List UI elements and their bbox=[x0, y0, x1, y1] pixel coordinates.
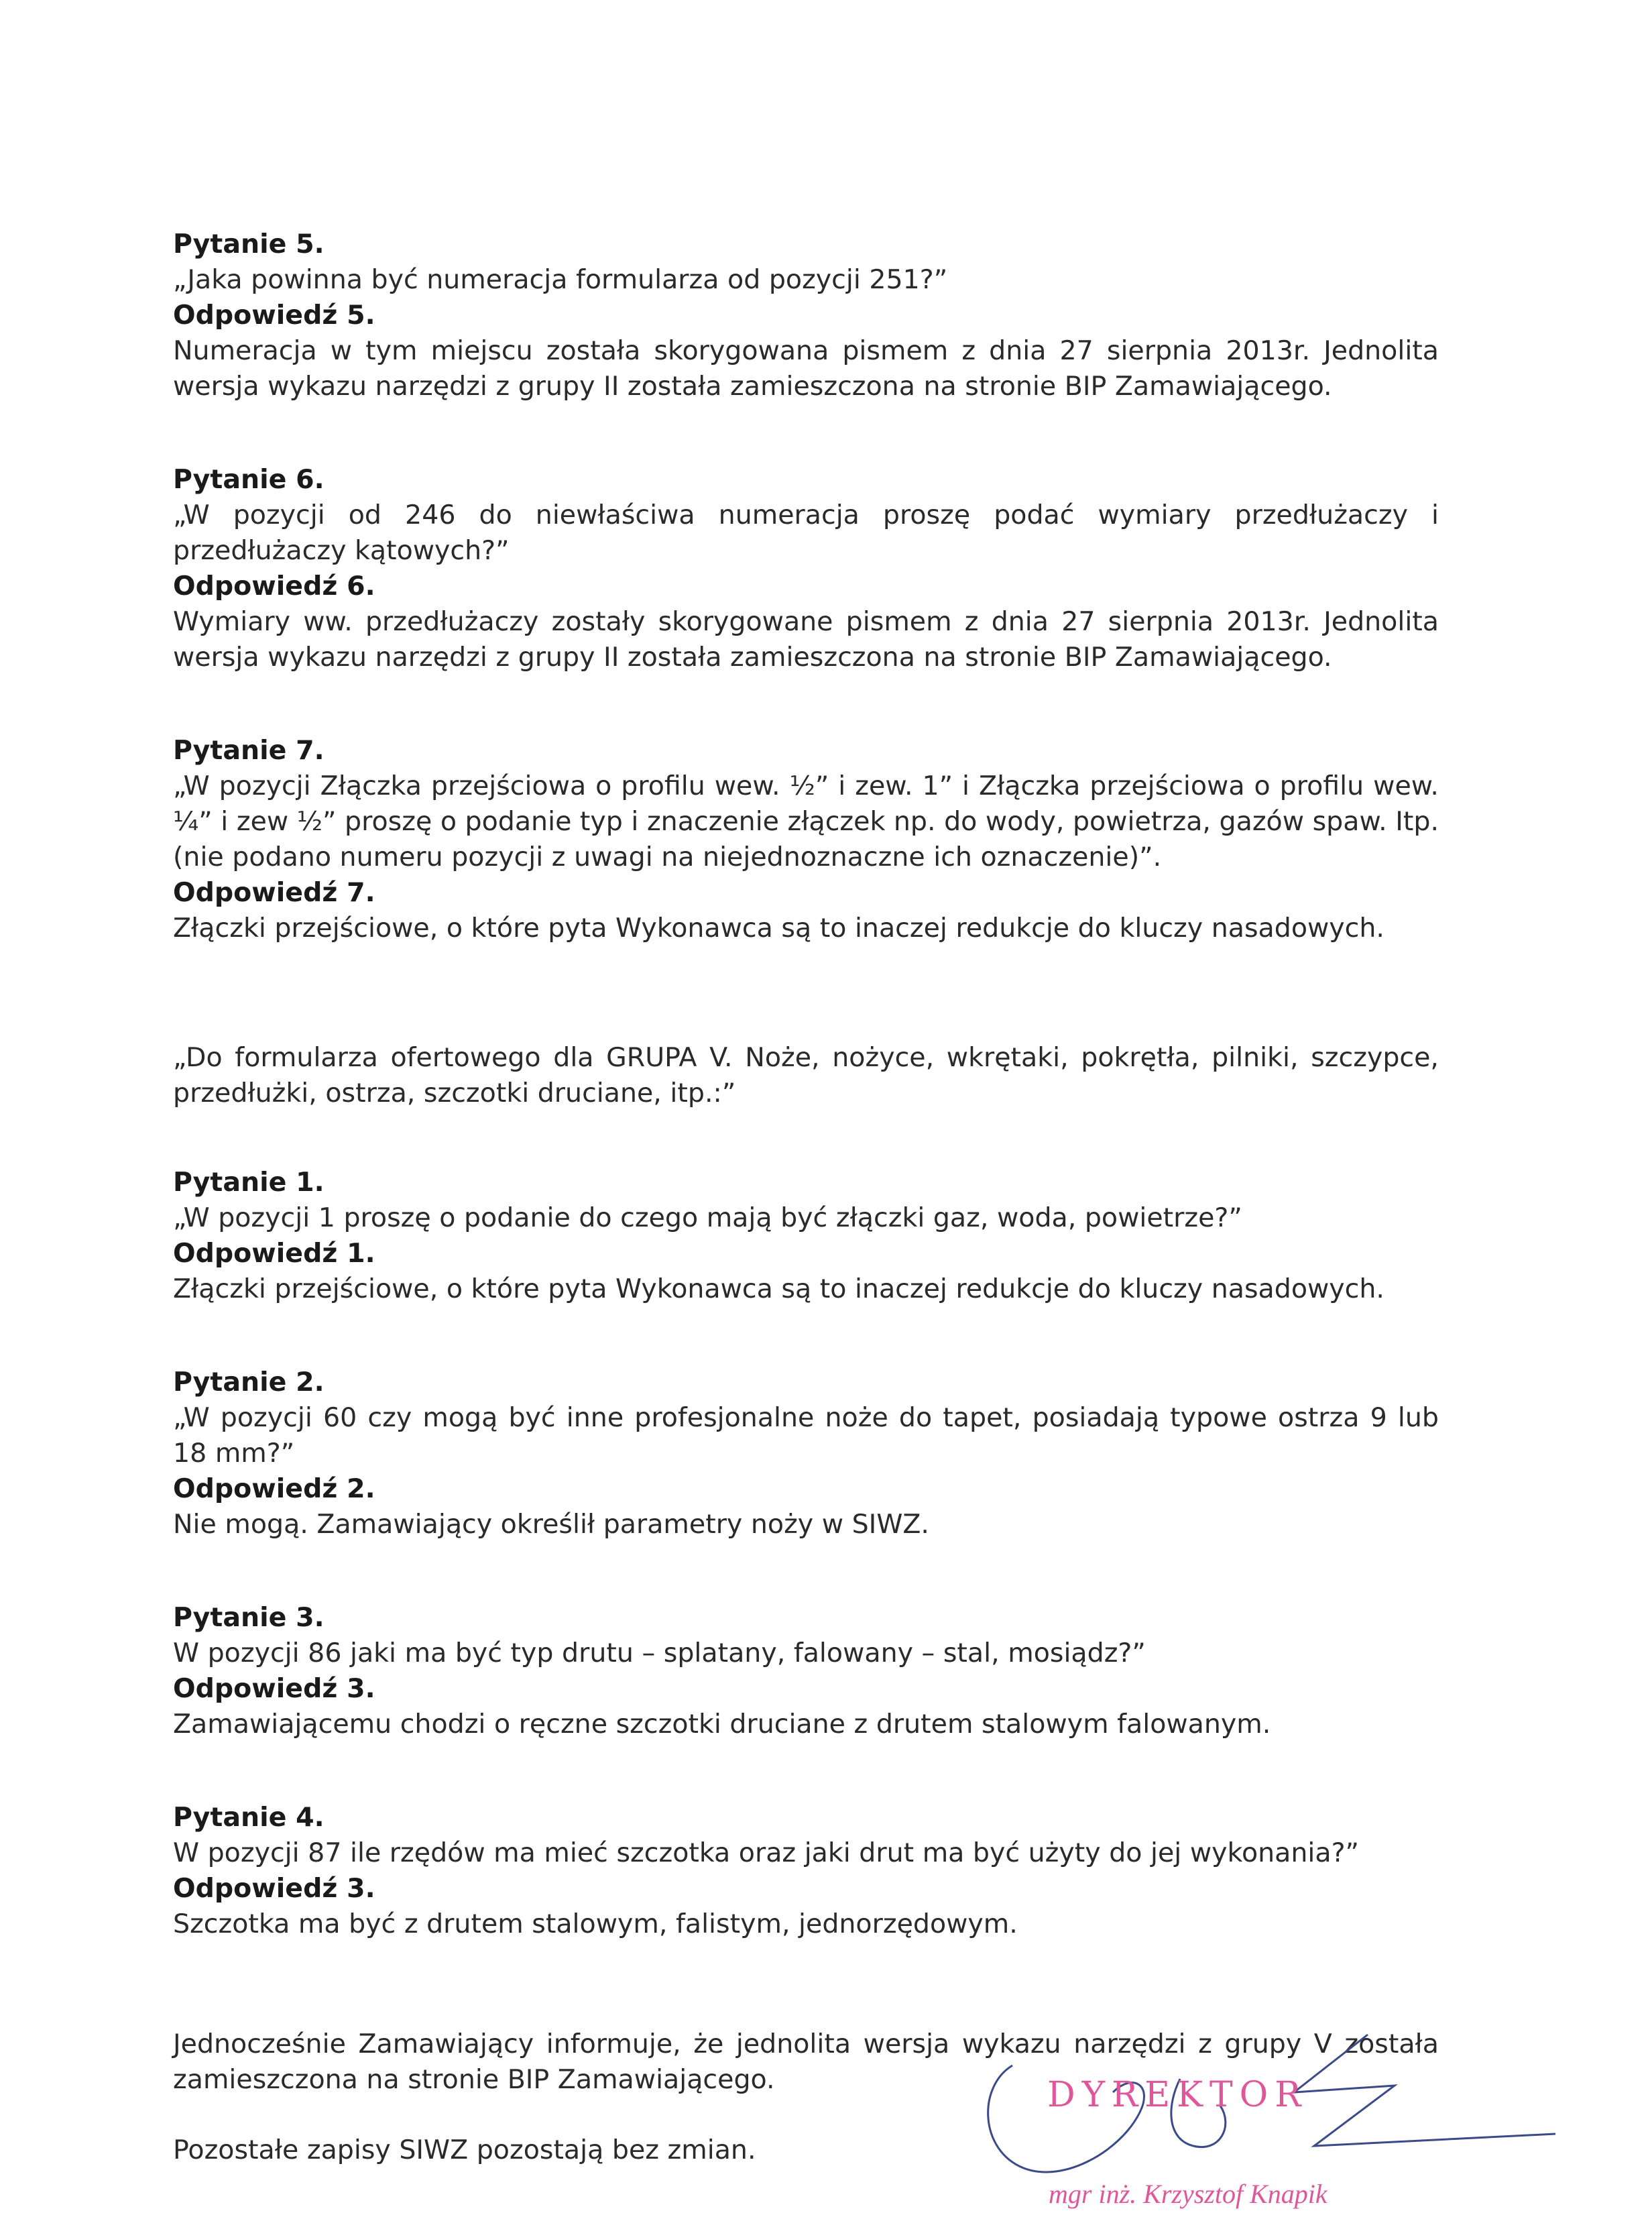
answer-label: Odpowiedź 6. bbox=[173, 571, 375, 602]
question-label: Pytanie 1. bbox=[173, 1167, 324, 1198]
answer-label: Odpowiedź 1. bbox=[173, 1238, 375, 1269]
qa-block-group-pytanie-2 bbox=[173, 1365, 1439, 1542]
question-label: Pytanie 2. bbox=[173, 1367, 324, 1398]
question-text: „W pozycji Złączka przejściowa o profilu wew. ½” i zew. 1” i Złączka przejściowa o profilu wew. ¼” i zew ½” proszę o podanie typ i znaczenie złączek np. do wody, powietrza, gazów spaw. Itp. (nie podano numeru pozycji z uwagi na niejednoznaczne ich oznaczenie)”. bbox=[173, 771, 1439, 872]
question-label: Pytanie 6. bbox=[173, 464, 324, 495]
answer-text: Numeracja w tym miejscu została skorygowana pismem z dnia 27 sierpnia 2013r. Jednolita wersja wykazu narzędzi z grupy II została zamieszczona na stronie BIP Zamawiającego. bbox=[173, 335, 1439, 402]
qa-block-group-pytanie-3 bbox=[173, 1600, 1439, 1742]
answer-text: Wymiary ww. przedłużaczy zostały skorygowane pismem z dnia 27 sierpnia 2013r. Jednolita wersja wykazu narzędzi z grupy II została zamieszczona na stronie BIP Zamawiającego. bbox=[173, 606, 1439, 673]
question-text: „W pozycji 1 proszę o podanie do czego mają być złączki gaz, woda, powietrze?” bbox=[173, 1202, 1242, 1233]
answer-text: Zamawiającemu chodzi o ręczne szczotki druciane z drutem stalowym falowanym. bbox=[173, 1709, 1271, 1740]
answer-text: Szczotka ma być z drutem stalowym, falistym, jednorzędowym. bbox=[173, 1909, 1018, 1939]
document-body bbox=[173, 227, 1439, 2168]
answer-label: Odpowiedź 3. bbox=[173, 1673, 375, 1704]
qa-block-pytanie-6 bbox=[173, 462, 1439, 675]
question-label: Pytanie 4. bbox=[173, 1802, 324, 1833]
question-text: „W pozycji od 246 do niewłaściwa numeracja proszę podać wymiary przedłużaczy i przedłużaczy kątowych?” bbox=[173, 500, 1439, 566]
question-text: W pozycji 86 jaki ma być typ drutu – splatany, falowany – stal, mosiądz?” bbox=[173, 1638, 1146, 1668]
qa-block-pytanie-7 bbox=[173, 733, 1439, 946]
question-text: „Jaka powinna być numeracja formularza od pozycji 251?” bbox=[173, 264, 948, 295]
question-text: „W pozycji 60 czy mogą być inne profesjonalne noże do tapet, posiadają typowe ostrza 9 lub 18 mm?” bbox=[173, 1402, 1439, 1469]
answer-label: Odpowiedź 7. bbox=[173, 877, 375, 908]
closing-statement: Jednocześnie Zamawiający informuje, że jednolita wersja wykazu narzędzi z grupy V została zamieszczona na stronie BIP Zamawiającego. bbox=[173, 2029, 1439, 2095]
answer-text: Nie mogą. Zamawiający określił parametry noży w SIWZ. bbox=[173, 1509, 929, 1540]
signature-stamp bbox=[965, 2012, 1569, 2213]
question-text: W pozycji 87 ile rzędów ma mieć szczotka oraz jaki drut ma być użyty do jej wykonania?” bbox=[173, 1837, 1360, 1868]
qa-block-group-pytanie-1 bbox=[173, 1165, 1439, 1307]
answer-label: Odpowiedź 3. bbox=[173, 1873, 375, 1904]
question-label: Pytanie 7. bbox=[173, 735, 324, 766]
answer-text: Złączki przejściowe, o które pyta Wykonawca są to inaczej redukcje do kluczy nasadowych. bbox=[173, 913, 1384, 944]
answer-label: Odpowiedź 2. bbox=[173, 1473, 375, 1504]
qa-block-pytanie-5 bbox=[173, 227, 1439, 404]
stamp-name: mgr inż. Krzysztof Knapik bbox=[1049, 2179, 1328, 2209]
stamp-title: DYREKTOR bbox=[1047, 2075, 1308, 2115]
answer-label: Odpowiedź 5. bbox=[173, 300, 375, 331]
question-label: Pytanie 3. bbox=[173, 1602, 324, 1633]
answer-text: Złączki przejściowe, o które pyta Wykonawca są to inaczej redukcje do kluczy nasadowych. bbox=[173, 1273, 1384, 1304]
question-label: Pytanie 5. bbox=[173, 229, 324, 260]
qa-block-group-pytanie-4 bbox=[173, 1800, 1439, 1942]
group-intro: „Do formularza ofertowego dla GRUPA V. Noże, nożyce, wkrętaki, pokrętła, pilniki, szczypce, przedłużki, ostrza, szczotki druciane, itp.:” bbox=[173, 1042, 1439, 1109]
closing-note: Pozostałe zapisy SIWZ pozostają bez zmian. bbox=[173, 2135, 756, 2165]
